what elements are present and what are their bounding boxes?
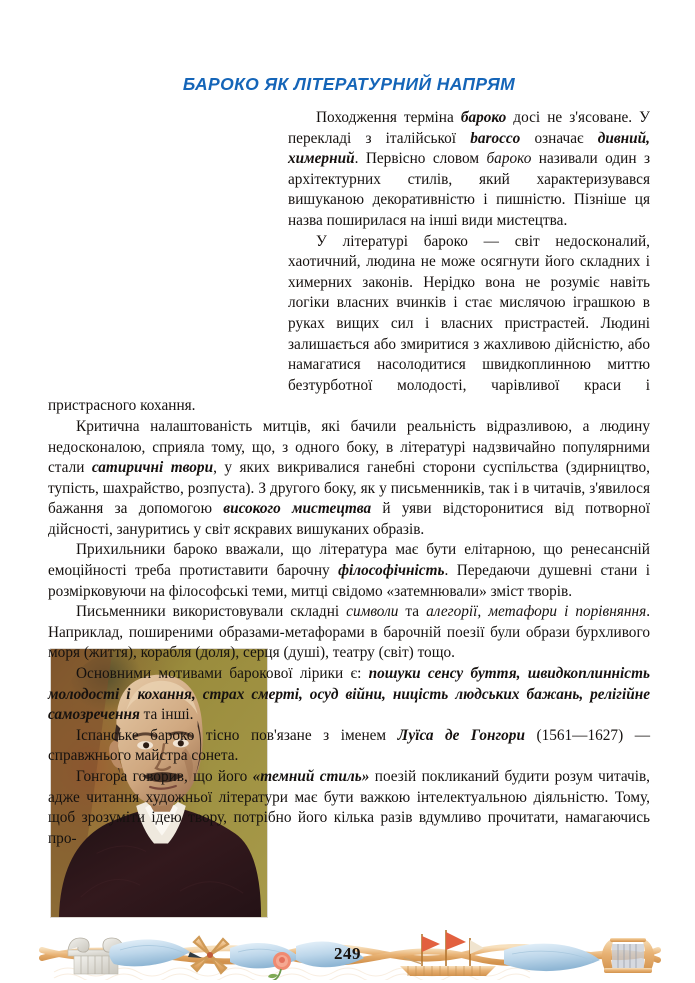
term-dyvnyi-khymernyi: дивний, химерний xyxy=(288,129,650,168)
page-title: БАРОКО ЯК ЛІТЕРАТУРНИЙ НАПРЯМ xyxy=(182,74,516,94)
page-number: 249 xyxy=(334,944,361,963)
paragraph-1: Походження терміна бароко досі не з'ясоване. У перекладі з італійської barocco означає дивний, химерний. Первісно словом бароко називали один з архітектурних стилів, який характеризувався вишуканою декоративністю і пишністю. Пізніше ця назва поширилася на інші види мистецтва. xyxy=(288,109,650,229)
term-vysokoho-mystetstva: високого мистецтва xyxy=(223,500,372,518)
term-satyrychni-tvory: сатиричні твори xyxy=(91,459,214,477)
paragraph-2: У літературі бароко — світ недосконалий, хаотичний, людина не може осягнути його складних і химерних законів. Нерідко вона не розуміє навіть логіки власних вчинків і стає мислячою іграшкою в руках вищих сил і власних пристрастей. Людині залишається або змиритися з жахливою дійсністю, або намагатися насолодитися швидкоплинною миттю безтурботної молодості, чарівливої краси і пристрасного кохання. xyxy=(48,232,650,415)
paragraph-6: Основними мотивами барокової лірики є: пошуки сенсу буття, швидкоплинність молодості і кохання, страх смерті, осуд війни, ницість людських бажань, релігійне самозречення та інші. xyxy=(48,665,650,724)
term-alehorii-metafory: алегорії, метафори і порівняння xyxy=(426,603,647,621)
paragraph-7: Іспанське бароко тісно пов'язане з іменем Луїса де Гонгори (1561—1627) — справжнього майстра сонета. xyxy=(48,726,650,765)
paragraph-4: Прихильники бароко вважали, що література має бути елітарною, що ренесансній емоційності треба протиставити барочну філософічність. Передаючи душевні стани і розмірковуючи на філософські теми, митці свідомо «затемнювали» зміст творів. xyxy=(48,541,650,600)
portrait-text-wrap-spacer xyxy=(50,112,270,384)
term-luis-de-gongora: Луїса де Гонгори xyxy=(397,726,525,744)
article-body xyxy=(48,108,650,849)
term-barocco: barocco xyxy=(470,129,521,147)
paragraph-5: Письменники використовували складні символи та алегорії, метафори і порівняння. Наприклад, поширеними образами-метафорами в барочній поезії були образи бурхливого моря (життя), корабля (доля), серця (душі), театру (світ) тощо. xyxy=(48,603,651,662)
term-symvoly: символи xyxy=(346,603,399,621)
term-temnyi-styl: «темний стиль» xyxy=(252,768,370,785)
paragraph-3: Критична налаштованість митців, які бачили реальність відразливою, а людину недосконалою, сприяла тому, що, з одного боку, в літературі надзвичайно популярними стали сатиричні твори, у яких викривалися ганебні сторони суспільства (здирництво, тупість, шахрайство, розпуста). З другого боку, як у письменників, так і в читачів, з'явилося бажання за допомогою високого мистецтва й уяви відсторонитися від потворної дійсності, зануритись у світ яскравих вишуканих образів. xyxy=(48,417,651,538)
term-filosofichnist: філософічність xyxy=(338,562,445,580)
term-baroko: бароко xyxy=(460,109,507,126)
term-motyvy-liryky: пошуки сенсу буття, швидкоплинність молодості і кохання, страх смерті, осуд війни, ницість людських бажань, релігійне самозречення xyxy=(48,665,650,724)
paragraph-8: Гонгора говорив, що його «темний стиль» поезій покликаний будити розум читачів, адже читання художньої літератури має бути важкою інтелектуальною діяльністю. Тому, щоб зрозуміти ідею твору, потрібно його кілька разів вдумливо прочитати, намагаючись про- xyxy=(48,768,650,847)
term-baroko-2: бароко xyxy=(486,150,532,168)
